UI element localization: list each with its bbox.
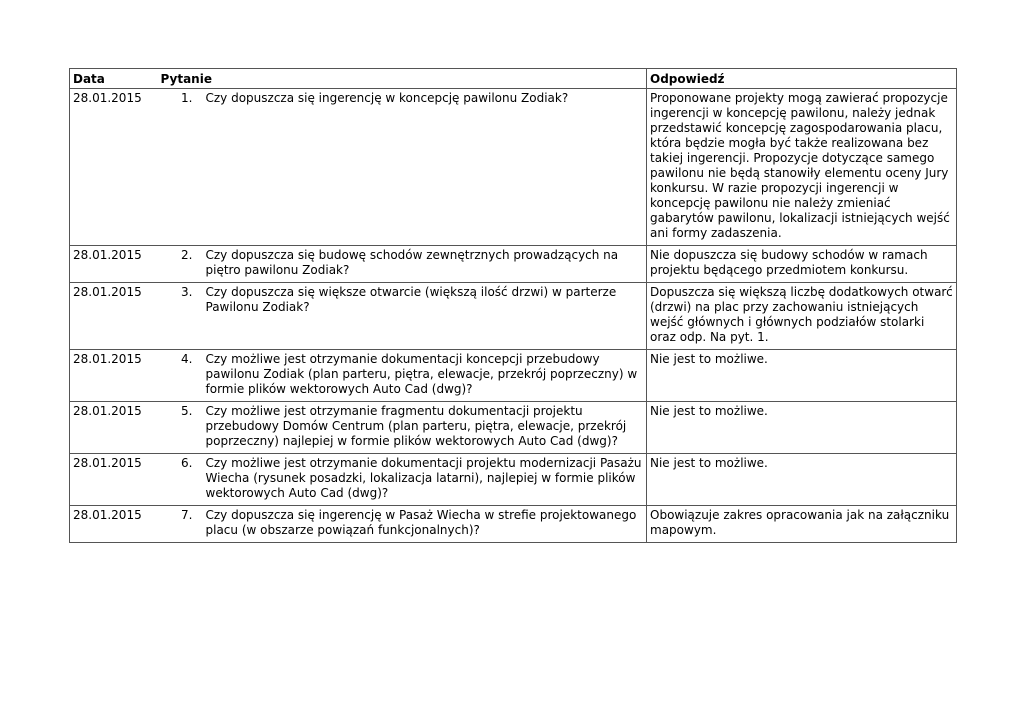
question-number: 3. [181,285,193,299]
question-number: 6. [181,456,193,470]
question-number: 5. [181,404,193,418]
row-date: 28.01.2015 [70,350,152,402]
question-number: 7. [181,508,193,522]
row-date: 28.01.2015 [70,506,152,543]
row-question-cell [152,454,647,506]
row-answer: Nie dopuszcza się budowy schodów w ramach projektu będącego przedmiotem konkursu. [647,246,957,283]
question-text: Czy możliwe jest otrzymanie fragmentu dokumentacji projektu przebudowy Domów Centrum (plan parteru, piętra, elewacje, przekrój poprzeczny) najlepiej w formie plików wektorowych Auto Cad (dwg)? [205,404,627,448]
question-text: Czy możliwe jest otrzymanie dokumentacji projektu modernizacji Pasażu Wiecha (rysunek posadzki, lokalizacja latarni), najlepiej w formie plików wektorowych Auto Cad (dwg)? [205,456,642,500]
table-row [70,89,957,246]
row-answer: Proponowane projekty mogą zawierać propozycje ingerencji w koncepcję pawilonu, należy jednak przedstawić koncepcję zagospodarowania placu, która będzie mogła być także realizowana bez takiej ingerencji. Propozycje dotyczące samego pawilonu nie będą stanowiły elementu oceny Jury konkursu. W razie propozycji ingerencji w koncepcję pawilonu nie należy zmieniać gabarytów pawilonu, lokalizacji istniejących wejść ani formy zadaszenia. [647,89,957,246]
table-row [70,246,957,283]
question-wrap [152,285,644,315]
row-question-cell [152,350,647,402]
header-question-label: Pytanie [160,72,212,86]
table-row [70,454,957,506]
row-question-cell [152,506,647,543]
question-text: Czy dopuszcza się budowę schodów zewnętrznych prowadzących na piętro pawilonu Zodiak? [205,248,619,277]
qa-table [69,68,957,543]
question-wrap [152,508,644,538]
question-text: Czy dopuszcza się większe otwarcie (większą ilość drzwi) w parterze Pawilonu Zodiak? [205,285,617,314]
row-answer: Obowiązuje zakres opracowania jak na załączniku mapowym. [647,506,957,543]
header-answer: Odpowiedź [647,69,957,89]
row-answer: Nie jest to możliwe. [647,350,957,402]
question-wrap [152,91,644,106]
table-body [70,89,957,543]
question-number: 2. [181,248,193,262]
header-question [152,69,647,89]
row-question-cell [152,246,647,283]
question-text: Czy możliwe jest otrzymanie dokumentacji koncepcji przebudowy pawilonu Zodiak (plan parteru, piętra, elewacje, przekrój poprzeczny) w formie plików wektorowych Auto Cad (dwg)? [205,352,638,396]
row-date: 28.01.2015 [70,89,152,246]
row-date: 28.01.2015 [70,283,152,350]
row-answer: Nie jest to możliwe. [647,454,957,506]
table-row [70,506,957,543]
row-date: 28.01.2015 [70,246,152,283]
table-row [70,402,957,454]
question-wrap [152,352,644,397]
header-row [70,69,957,89]
row-date: 28.01.2015 [70,454,152,506]
row-answer: Nie jest to możliwe. [647,402,957,454]
question-text: Czy dopuszcza się ingerencję w Pasaż Wiecha w strefie projektowanego placu (w obszarze powiązań funkcjonalnych)? [205,508,637,537]
row-question-cell [152,402,647,454]
row-question-cell [152,89,647,246]
row-date: 28.01.2015 [70,402,152,454]
header-date: Data [70,69,152,89]
question-wrap [152,456,644,501]
question-wrap [152,404,644,449]
table-row [70,350,957,402]
table-row [70,283,957,350]
question-wrap [152,248,644,278]
question-text: Czy dopuszcza się ingerencję w koncepcję pawilonu Zodiak? [205,91,569,105]
question-number: 1. [181,91,193,105]
row-answer: Dopuszcza się większą liczbę dodatkowych otwarć (drzwi) na plac przy zachowaniu istniejących wejść głównych i głównych podziałów stolarki oraz odp. Na pyt. 1. [647,283,957,350]
row-question-cell [152,283,647,350]
question-number: 4. [181,352,193,366]
